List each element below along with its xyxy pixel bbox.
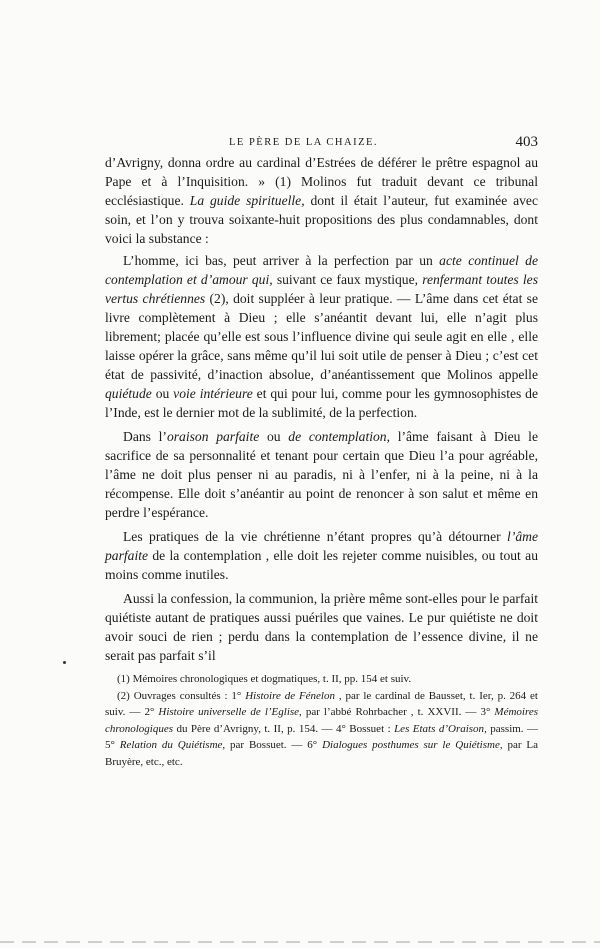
margin-dot bbox=[63, 661, 66, 664]
text-run: ou bbox=[259, 429, 289, 444]
body-text bbox=[105, 153, 538, 670]
italic-phrase: acte continuel de contemplation et d’amour qui, bbox=[105, 253, 538, 287]
running-title: LE PÈRE DE LA CHAIZE. bbox=[229, 137, 379, 148]
italic-term: de contemplation bbox=[288, 429, 387, 444]
running-head bbox=[105, 134, 538, 153]
paragraph-1 bbox=[105, 153, 538, 248]
paragraph-5: Aussi la confession, la communion, la prière même sont-elles pour le parfait quiétiste autant de pratiques aussi puériles que vaines. Le pur quiétiste ne doit avoir souci de rien ; perdu dans la contemplation de l’essence divine, il ne serait pas parfait s’il bbox=[105, 591, 538, 663]
text-run: du Père d’Avrigny, t. II, p. 154. — 4° Bossuet : bbox=[173, 722, 395, 735]
cited-work: Les Etats d’Oraison bbox=[394, 722, 485, 735]
text-run: et qui pour lui, comme pour les gymnosophistes de l’Inde, est le dernier mot de la sublimité, de la perfection. bbox=[105, 386, 539, 420]
italic-term: oraison parfaite bbox=[166, 429, 260, 444]
text-run: , l’âme faisant à Dieu le sacrifice de sa personnalité et tenant pour certain que Dieu l’a pour agréable, l’âme ne doit plus penser ni au paradis, ni à l’enfer, ni à la peine, ni à la récompense. Elle doit s’anéantir au point de renoncer à son salut et même en perdre l’espérance. bbox=[105, 429, 538, 520]
cited-work: Mémoires chronologiques bbox=[105, 706, 538, 735]
italic-term-quietude: quiétude bbox=[105, 386, 152, 401]
italic-term-voie-interieure: voie intérieure bbox=[173, 386, 253, 401]
paragraph-3 bbox=[105, 427, 538, 522]
text-run: Dans l’ bbox=[123, 429, 167, 444]
footnote-2 bbox=[105, 688, 538, 771]
italic-phrase: renfermant toutes les vertus chrétiennes bbox=[105, 272, 538, 306]
text-run: , par l’abbé Rohrbacher , t. XXVII. — 3° bbox=[299, 706, 495, 718]
cited-work: Histoire universelle de l’Eglise bbox=[158, 706, 300, 718]
footnotes bbox=[105, 671, 538, 770]
text-run: , par Bossuet. — 6° bbox=[222, 739, 323, 751]
footnote-1: (1) Mémoires chronologiques et dogmatiques, t. II, pp. 154 et suiv. bbox=[117, 673, 412, 685]
italic-term: l’âme parfaite bbox=[105, 529, 538, 563]
scan-edge-marks bbox=[0, 941, 600, 943]
text-run: Les pratiques de la vie chrétienne n’étant propres qu’à détourner bbox=[123, 529, 508, 544]
cited-work: Relation du Quiétisme bbox=[119, 739, 223, 751]
paragraph-2 bbox=[105, 251, 538, 422]
book-title-guide-spirituelle: La guide spirituelle, bbox=[189, 193, 305, 208]
text-run: L’homme, ici bas, peut arriver à la perfection par un bbox=[123, 253, 440, 268]
cited-work: Histoire de Fénelon bbox=[245, 689, 335, 702]
text-run: suivant ce faux mystique, bbox=[272, 272, 423, 287]
text-run: (2) Ouvrages consultés : 1° bbox=[117, 689, 246, 702]
text-run: , par le cardinal de Bausset, t. Ier, p. 264 et suiv. — 2° bbox=[105, 689, 538, 718]
text-run: , par La Bruyère, etc., etc. bbox=[105, 739, 539, 768]
text-run: dont il était l’auteur, fut examinée avec soin, et l’on y trouva soixante-huit propositions des plus condamnables, dont voici la substance : bbox=[105, 193, 539, 246]
text-run: (2), doit suppléer à leur pratique. — L’âme dans cet état se livre complètement à Dieu ; elle s’anéantit devant lui, elle n’agit plus librement; placée qu’elle est sous l’influence divine qui seule agit en elle , elle laisse opérer la grâce, sans même qu’il lui soit utile de penser à Dieu ; c’est cet état de passivité, d’inaction absolue, d’anéantissement que Molinos appelle bbox=[105, 291, 539, 382]
cited-work: Dialogues posthumes sur le Quiétisme bbox=[322, 739, 500, 751]
text-run: ou bbox=[151, 386, 174, 401]
page-number: 403 bbox=[515, 134, 538, 150]
paragraph-4 bbox=[105, 527, 538, 584]
text-run: d’Avrigny, donna ordre au cardinal d’Estrées de déférer le prêtre espagnol au Pape et à l’Inquisition. » (1) Molinos fut traduit devant ce tribunal ecclésiastique. bbox=[105, 155, 538, 208]
text-run: de la contemplation , elle doit les rejeter comme nuisibles, ou tout au moins comme inutiles. bbox=[105, 548, 538, 582]
text-run: , passim. — 5° bbox=[105, 722, 538, 751]
